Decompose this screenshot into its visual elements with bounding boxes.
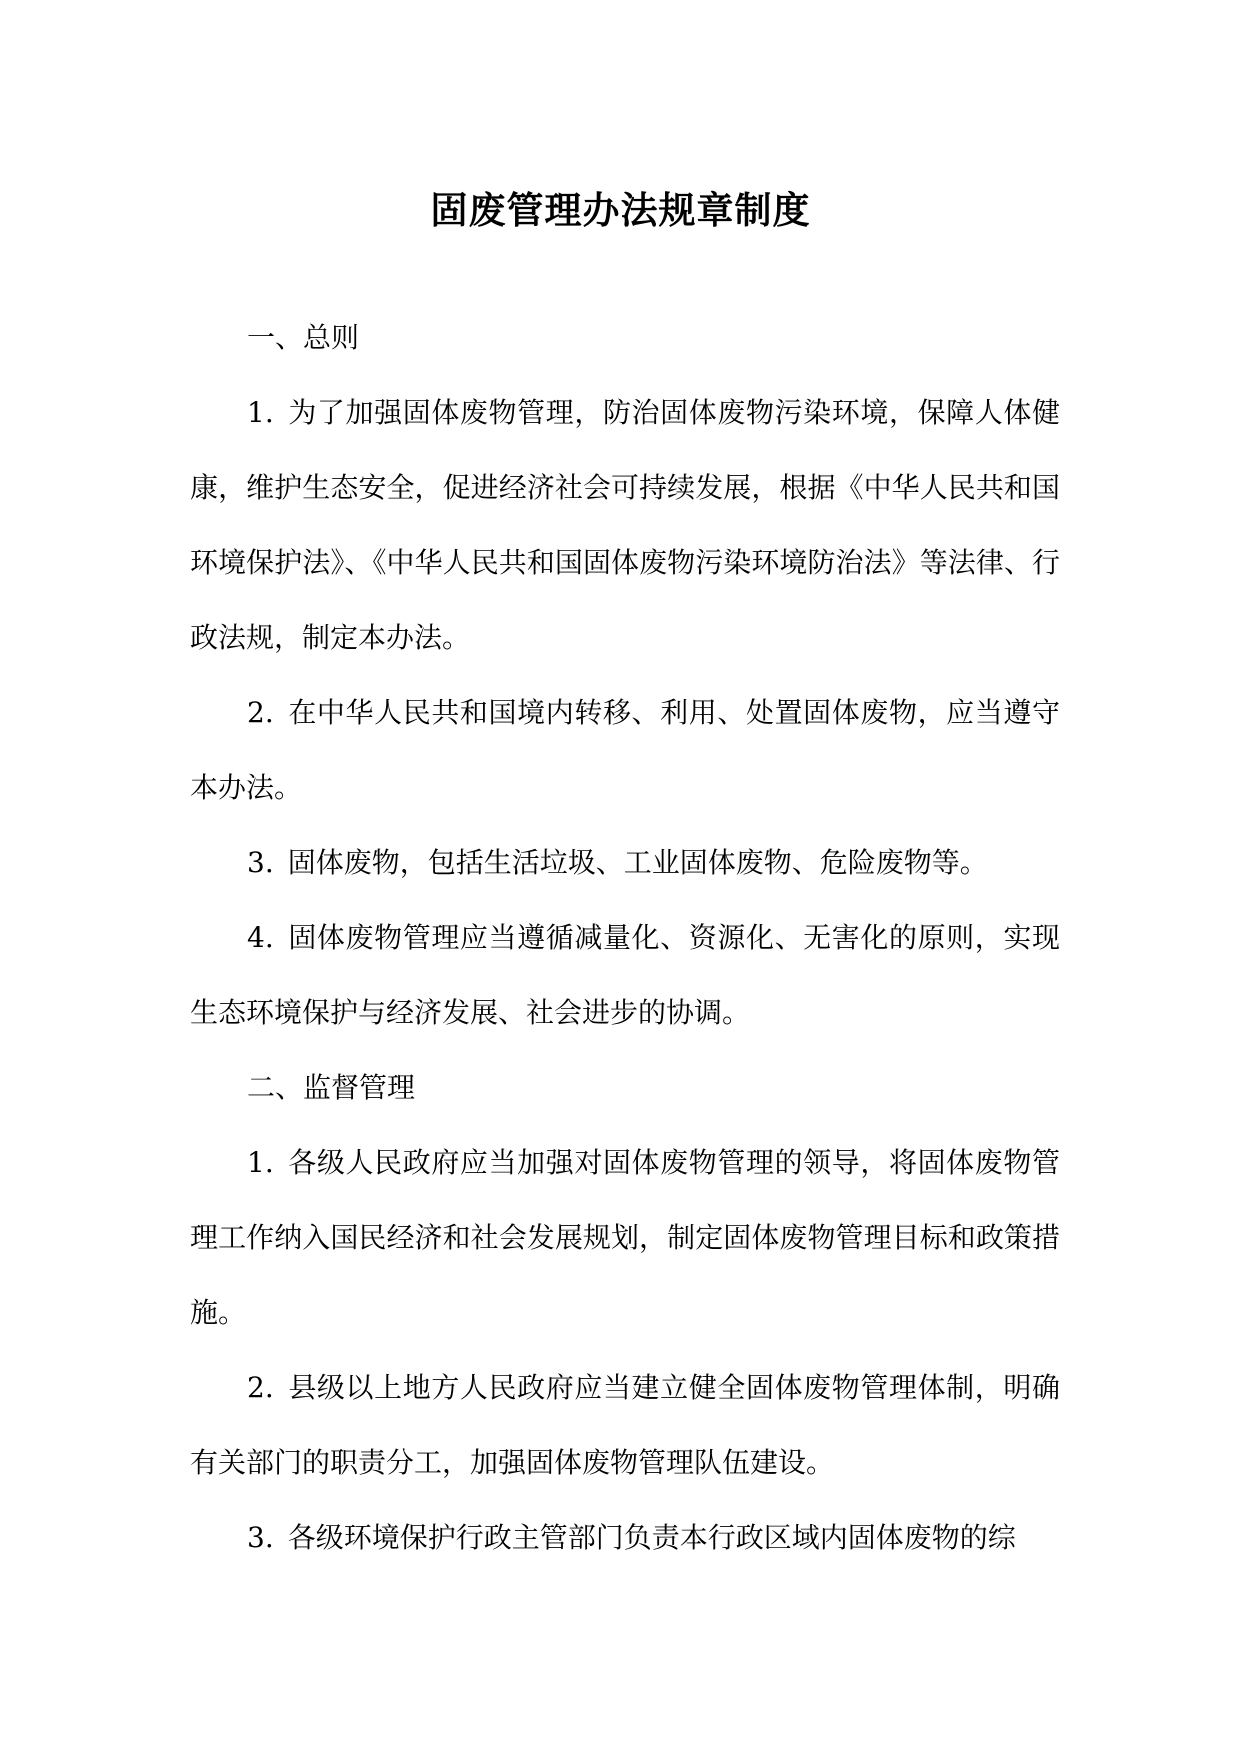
paragraph — [190, 900, 1060, 1050]
item-number: 1. — [247, 396, 274, 429]
item-text: 各级环境保护行政主管部门负责本行政区域内固体废物的综 — [287, 1521, 1016, 1554]
item-number: 4. — [247, 921, 274, 954]
item-number: 1. — [247, 1146, 274, 1179]
item-text: 固体废物管理应当遵循减量化、资源化、无害化的原则，实现生态环境保护与经济发展、社会进步的协调。 — [190, 921, 1060, 1029]
item-number: 2. — [247, 1371, 274, 1404]
item-text: 固体废物，包括生活垃圾、工业固体废物、危险废物等。 — [287, 846, 988, 879]
item-text: 县级以上地方人民政府应当建立健全固体废物管理体制，明确有关部门的职责分工，加强固体废物管理队伍建设。 — [190, 1371, 1060, 1479]
paragraph — [190, 375, 1060, 675]
section-heading: 二、监督管理 — [247, 1071, 416, 1104]
item-number: 3. — [247, 1521, 274, 1554]
paragraph — [190, 1350, 1060, 1500]
document-title: 固废管理办法规章制度 — [430, 188, 811, 232]
paragraph — [190, 1500, 1060, 1575]
item-text: 为了加强固体废物管理，防治固体废物污染环境，保障人体健康，维护生态安全，促进经济社会可持续发展，根据《中华人民共和国环境保护法》、《中华人民共和国固体废物污染环境防治法》等法律、行政法规，制定本办法。 — [190, 396, 1060, 654]
section-heading: 一、总则 — [247, 321, 360, 354]
paragraph — [190, 675, 1060, 825]
item-text: 各级人民政府应当加强对固体废物管理的领导，将固体废物管理工作纳入国民经济和社会发展规划，制定固体废物管理目标和政策措施。 — [190, 1146, 1060, 1329]
item-text: 在中华人民共和国境内转移、利用、处置固体废物，应当遵守本办法。 — [190, 696, 1060, 804]
document-body — [190, 300, 1060, 1575]
item-number: 3. — [247, 846, 274, 879]
paragraph — [190, 1125, 1060, 1350]
paragraph — [190, 825, 1060, 900]
item-number: 2. — [247, 696, 274, 729]
